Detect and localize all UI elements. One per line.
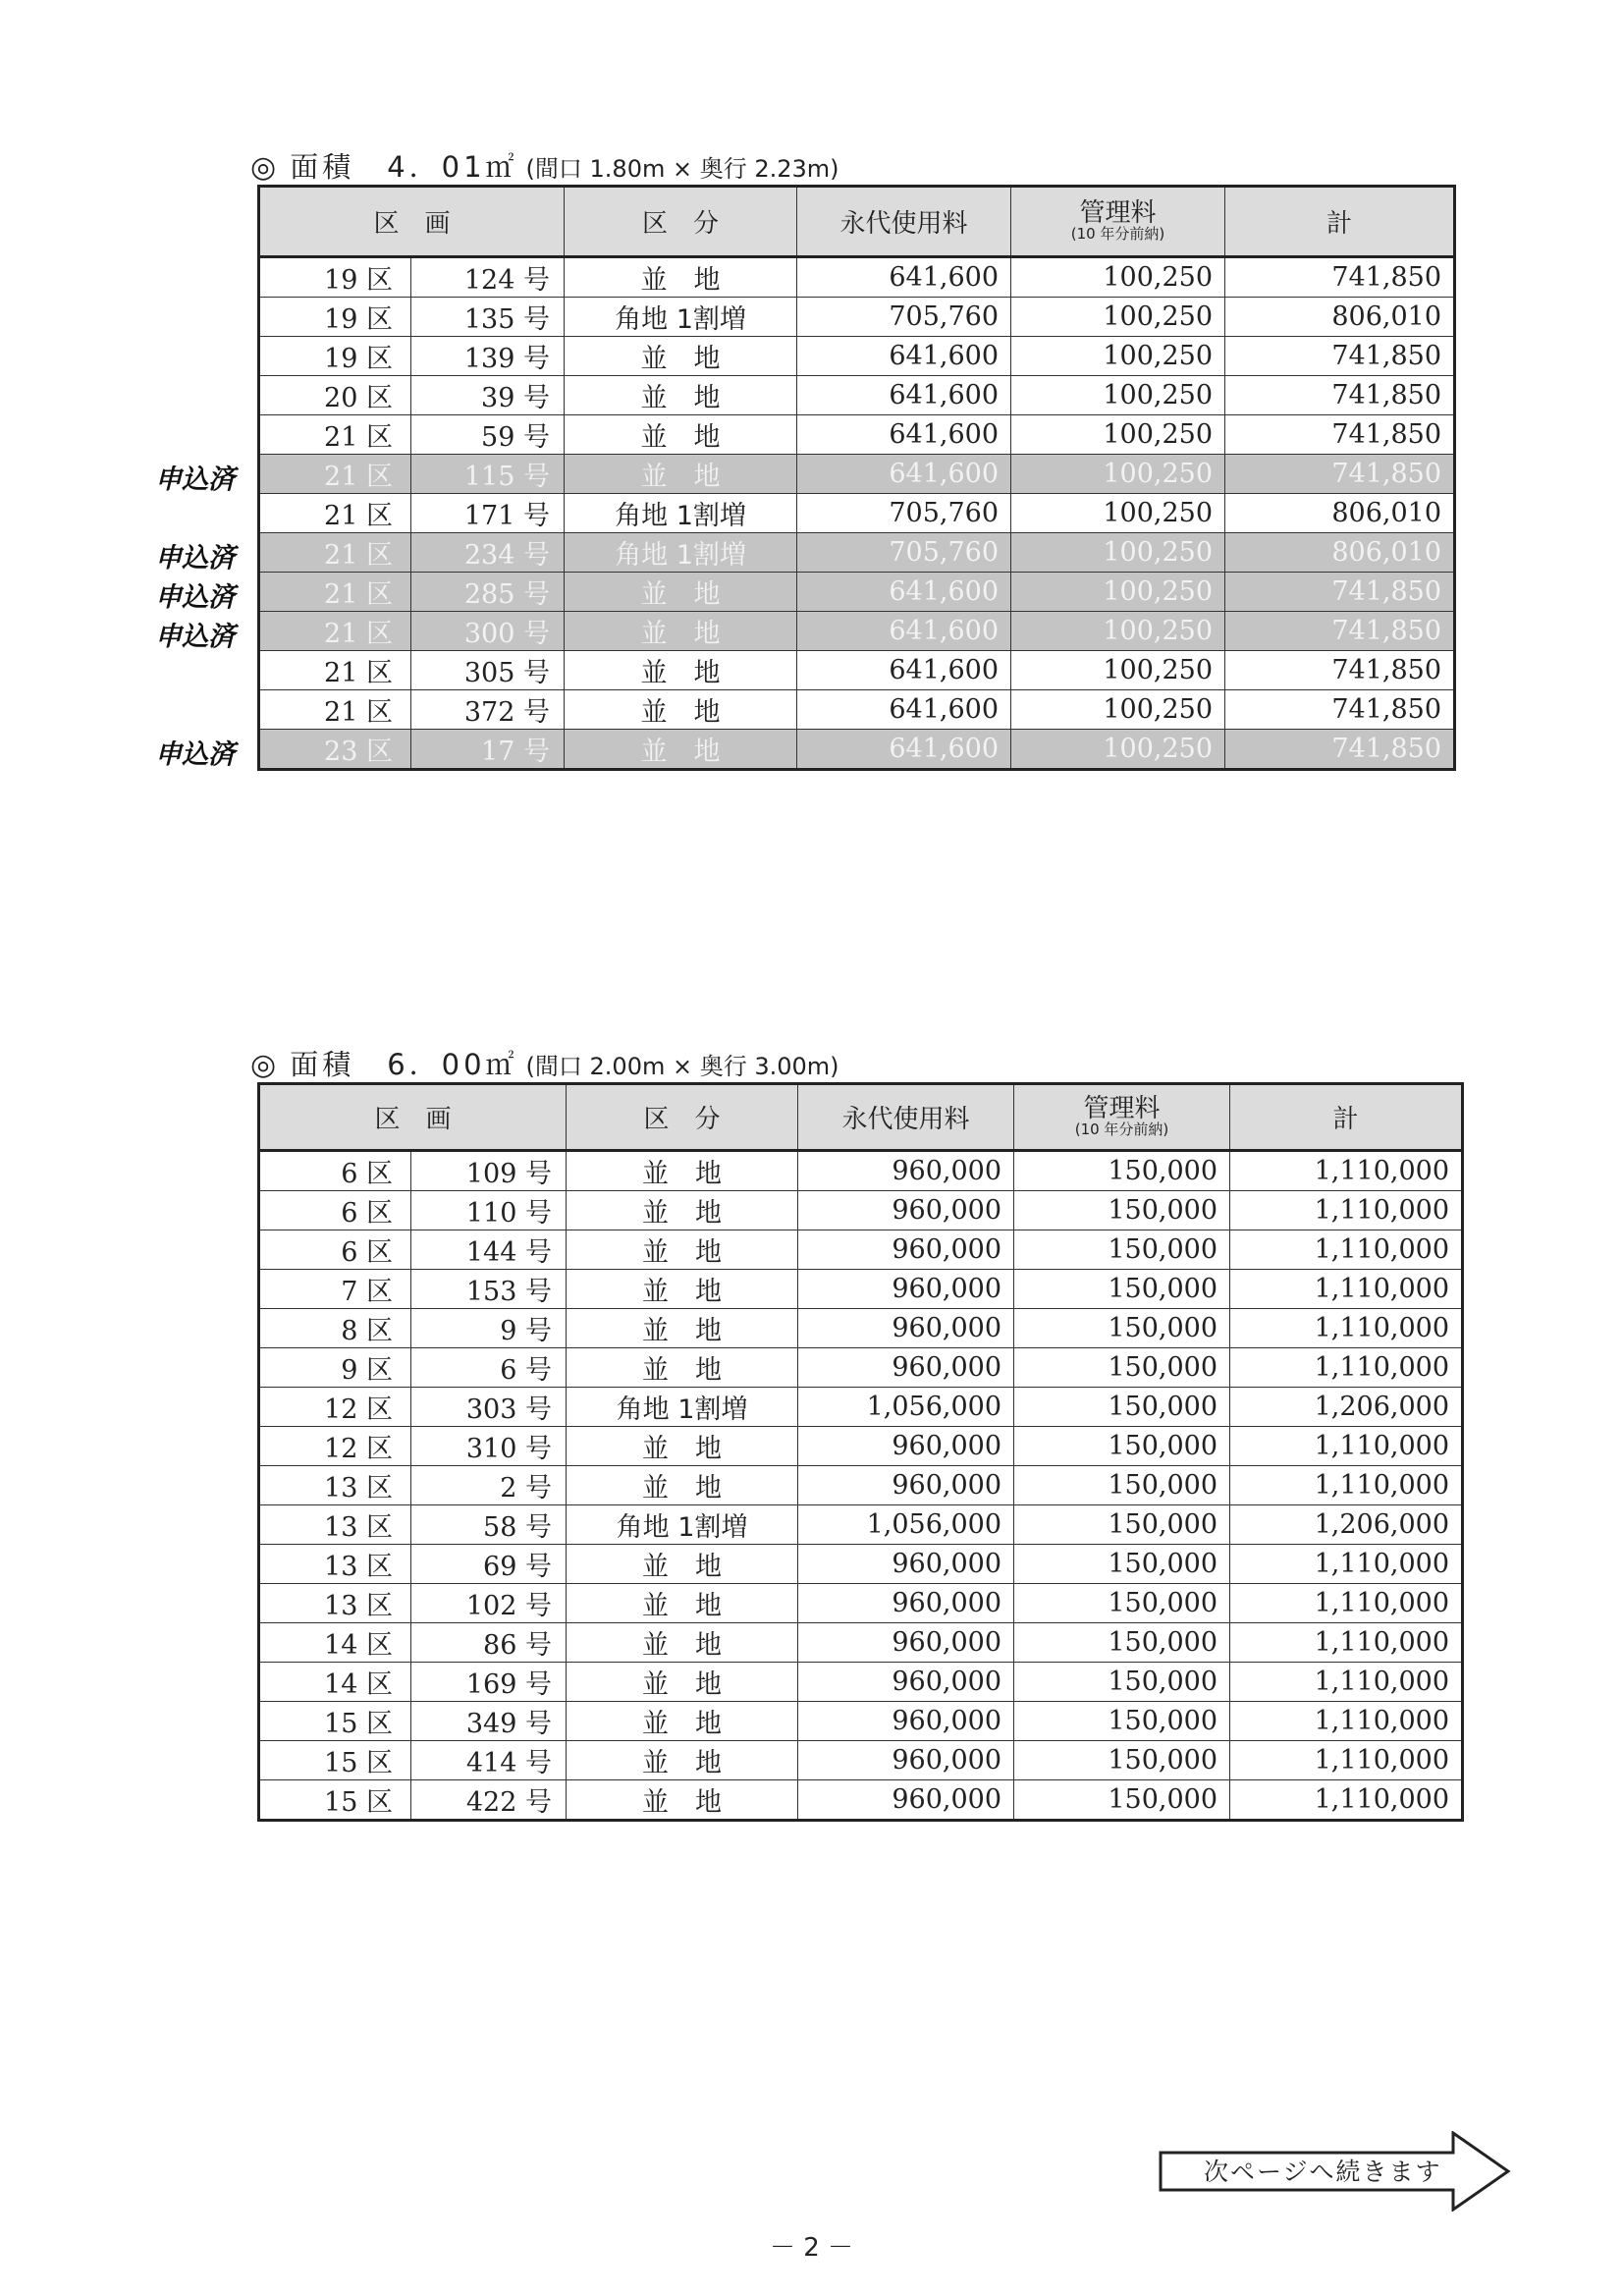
category-cell: 並 地 — [565, 730, 797, 770]
double-circle-icon: ◎ — [250, 150, 277, 185]
category-cell: 並 地 — [565, 376, 797, 415]
applied-mark: 申込済 — [155, 621, 235, 652]
applied-mark: 申込済 — [155, 739, 235, 770]
total-cell: 806,010 — [1225, 298, 1455, 337]
total-cell: 741,850 — [1225, 376, 1455, 415]
plot-number-cell: 58 号 — [411, 1505, 567, 1545]
management-fee-cell: 150,000 — [1014, 1191, 1230, 1230]
district-cell: 12 区 — [259, 1388, 411, 1427]
category-cell: 並 地 — [565, 573, 797, 612]
perpetual-fee-cell: 1,056,000 — [798, 1388, 1014, 1427]
total-cell: 741,850 — [1225, 573, 1455, 612]
table-row — [259, 337, 1455, 376]
management-fee-cell: 150,000 — [1014, 1663, 1230, 1702]
district-cell: 13 区 — [259, 1584, 411, 1623]
district-cell: 21 区 — [259, 415, 411, 455]
double-circle-icon: ◎ — [250, 1048, 277, 1082]
table-row — [259, 1623, 1463, 1663]
header-kanri-sub: (10 年分前納) — [1070, 225, 1165, 244]
plot-number-cell: 69 号 — [411, 1545, 567, 1584]
management-fee-cell: 150,000 — [1014, 1466, 1230, 1505]
plot-number-cell: 139 号 — [411, 337, 565, 376]
total-cell: 1,110,000 — [1230, 1348, 1463, 1388]
category-cell: 角地 1割増 — [565, 494, 797, 533]
district-cell: 8 区 — [259, 1309, 411, 1348]
category-cell: 並 地 — [567, 1780, 798, 1821]
perpetual-fee-cell: 960,000 — [798, 1584, 1014, 1623]
category-cell: 並 地 — [565, 337, 797, 376]
plot-number-cell: 59 号 — [411, 415, 565, 455]
table-row — [259, 1741, 1463, 1780]
management-fee-cell: 100,250 — [1011, 257, 1225, 298]
table-row — [259, 612, 1455, 651]
perpetual-fee-cell: 641,600 — [797, 376, 1011, 415]
perpetual-fee-cell: 641,600 — [797, 690, 1011, 730]
category-cell: 並 地 — [565, 690, 797, 730]
table-row — [259, 533, 1455, 573]
district-cell: 15 区 — [259, 1702, 411, 1741]
district-cell: 21 区 — [259, 573, 411, 612]
perpetual-fee-cell: 960,000 — [798, 1151, 1014, 1191]
management-fee-cell: 100,250 — [1011, 612, 1225, 651]
dimensions-label: (間口 1.80m × 奥行 2.23m) — [525, 155, 839, 183]
district-cell: 6 区 — [259, 1191, 411, 1230]
area-label: 面積 6．00㎡ — [290, 1048, 518, 1081]
table-row — [259, 1663, 1463, 1702]
total-cell: 806,010 — [1225, 533, 1455, 573]
category-cell: 並 地 — [567, 1151, 798, 1191]
management-fee-cell: 100,250 — [1011, 415, 1225, 455]
total-cell: 1,110,000 — [1230, 1151, 1463, 1191]
perpetual-fee-cell: 641,600 — [797, 415, 1011, 455]
district-cell: 19 区 — [259, 298, 411, 337]
section-title-2 — [250, 1043, 839, 1083]
district-cell: 13 区 — [259, 1545, 411, 1584]
category-cell: 並 地 — [567, 1191, 798, 1230]
total-cell: 1,110,000 — [1230, 1780, 1463, 1821]
header-kubun: 区 分 — [567, 1084, 798, 1151]
header-kukaku: 区 画 — [259, 1084, 567, 1151]
management-fee-cell: 150,000 — [1014, 1505, 1230, 1545]
category-cell: 並 地 — [565, 257, 797, 298]
category-cell: 並 地 — [567, 1702, 798, 1741]
district-cell: 15 区 — [259, 1741, 411, 1780]
category-cell: 並 地 — [565, 612, 797, 651]
category-cell: 並 地 — [567, 1230, 798, 1270]
total-cell: 1,206,000 — [1230, 1388, 1463, 1427]
district-cell: 23 区 — [259, 730, 411, 770]
category-cell: 並 地 — [567, 1348, 798, 1388]
category-cell: 並 地 — [567, 1545, 798, 1584]
management-fee-cell: 150,000 — [1014, 1388, 1230, 1427]
total-cell: 1,110,000 — [1230, 1466, 1463, 1505]
perpetual-fee-cell: 705,760 — [797, 494, 1011, 533]
district-cell: 9 区 — [259, 1348, 411, 1388]
total-cell: 1,110,000 — [1230, 1270, 1463, 1309]
management-fee-cell: 100,250 — [1011, 730, 1225, 770]
category-cell: 並 地 — [565, 651, 797, 690]
plot-number-cell: 372 号 — [411, 690, 565, 730]
district-cell: 14 区 — [259, 1663, 411, 1702]
applied-mark: 申込済 — [155, 581, 235, 613]
perpetual-fee-cell: 641,600 — [797, 612, 1011, 651]
table-row — [259, 1545, 1463, 1584]
applied-mark: 申込済 — [155, 464, 235, 495]
perpetual-fee-cell: 960,000 — [798, 1545, 1014, 1584]
header-kei: 計 — [1225, 187, 1455, 257]
plot-number-cell: 124 号 — [411, 257, 565, 298]
management-fee-cell: 100,250 — [1011, 533, 1225, 573]
category-cell: 並 地 — [567, 1270, 798, 1309]
plot-number-cell: 303 号 — [411, 1388, 567, 1427]
perpetual-fee-cell: 641,600 — [797, 573, 1011, 612]
district-cell: 20 区 — [259, 376, 411, 415]
table-row — [259, 1151, 1463, 1191]
page-number: － 2 － — [769, 2233, 854, 2263]
total-cell: 1,110,000 — [1230, 1427, 1463, 1466]
total-cell: 741,850 — [1225, 730, 1455, 770]
table-row — [259, 376, 1455, 415]
table-row — [259, 298, 1455, 337]
plot-number-cell: 169 号 — [411, 1663, 567, 1702]
total-cell: 806,010 — [1225, 494, 1455, 533]
table-row — [259, 1702, 1463, 1741]
district-cell: 6 区 — [259, 1230, 411, 1270]
plot-number-cell: 414 号 — [411, 1741, 567, 1780]
total-cell: 1,110,000 — [1230, 1702, 1463, 1741]
header-kanri-sub: (10 年分前納) — [1074, 1121, 1169, 1139]
plot-table-1 — [257, 185, 1456, 771]
district-cell: 7 区 — [259, 1270, 411, 1309]
table-row — [259, 257, 1455, 298]
perpetual-fee-cell: 641,600 — [797, 651, 1011, 690]
plot-number-cell: 2 号 — [411, 1466, 567, 1505]
management-fee-cell: 150,000 — [1014, 1230, 1230, 1270]
category-cell: 並 地 — [567, 1584, 798, 1623]
plot-number-cell: 17 号 — [411, 730, 565, 770]
total-cell: 1,206,000 — [1230, 1505, 1463, 1545]
perpetual-fee-cell: 960,000 — [798, 1702, 1014, 1741]
table-row — [259, 1270, 1463, 1309]
district-cell: 21 区 — [259, 651, 411, 690]
plot-number-cell: 115 号 — [411, 455, 565, 494]
category-cell: 並 地 — [565, 455, 797, 494]
district-cell: 19 区 — [259, 257, 411, 298]
perpetual-fee-cell: 1,056,000 — [798, 1505, 1014, 1545]
management-fee-cell: 150,000 — [1014, 1427, 1230, 1466]
category-cell: 角地 1割増 — [567, 1388, 798, 1427]
header-kanri — [1011, 187, 1225, 257]
plot-number-cell: 234 号 — [411, 533, 565, 573]
table-row — [259, 1427, 1463, 1466]
table-row — [259, 1584, 1463, 1623]
table-row — [259, 1230, 1463, 1270]
total-cell: 1,110,000 — [1230, 1623, 1463, 1663]
table-row — [259, 1466, 1463, 1505]
district-cell: 19 区 — [259, 337, 411, 376]
perpetual-fee-cell: 960,000 — [798, 1309, 1014, 1348]
table-row — [259, 1348, 1463, 1388]
table-row — [259, 1505, 1463, 1545]
plot-number-cell: 86 号 — [411, 1623, 567, 1663]
total-cell: 741,850 — [1225, 337, 1455, 376]
continue-arrow — [1159, 2131, 1512, 2212]
header-eitai: 永代使用料 — [797, 187, 1011, 257]
total-cell: 741,850 — [1225, 257, 1455, 298]
table-row — [259, 1388, 1463, 1427]
perpetual-fee-cell: 960,000 — [798, 1348, 1014, 1388]
total-cell: 741,850 — [1225, 690, 1455, 730]
management-fee-cell: 150,000 — [1014, 1741, 1230, 1780]
plot-number-cell: 171 号 — [411, 494, 565, 533]
total-cell: 741,850 — [1225, 415, 1455, 455]
category-cell: 角地 1割増 — [567, 1505, 798, 1545]
category-cell: 並 地 — [567, 1741, 798, 1780]
table-row — [259, 1309, 1463, 1348]
plot-number-cell: 305 号 — [411, 651, 565, 690]
management-fee-cell: 100,250 — [1011, 494, 1225, 533]
total-cell: 741,850 — [1225, 612, 1455, 651]
perpetual-fee-cell: 960,000 — [798, 1191, 1014, 1230]
district-cell: 21 区 — [259, 494, 411, 533]
perpetual-fee-cell: 960,000 — [798, 1663, 1014, 1702]
district-cell: 6 区 — [259, 1151, 411, 1191]
category-cell: 並 地 — [567, 1427, 798, 1466]
district-cell: 21 区 — [259, 533, 411, 573]
management-fee-cell: 150,000 — [1014, 1780, 1230, 1821]
table-row — [259, 1191, 1463, 1230]
perpetual-fee-cell: 705,760 — [797, 533, 1011, 573]
management-fee-cell: 100,250 — [1011, 337, 1225, 376]
total-cell: 1,110,000 — [1230, 1741, 1463, 1780]
perpetual-fee-cell: 960,000 — [798, 1623, 1014, 1663]
total-cell: 1,110,000 — [1230, 1230, 1463, 1270]
management-fee-cell: 150,000 — [1014, 1545, 1230, 1584]
plot-number-cell: 285 号 — [411, 573, 565, 612]
management-fee-cell: 150,000 — [1014, 1348, 1230, 1388]
district-cell: 12 区 — [259, 1427, 411, 1466]
district-cell: 15 区 — [259, 1780, 411, 1821]
district-cell: 21 区 — [259, 690, 411, 730]
management-fee-cell: 100,250 — [1011, 651, 1225, 690]
table-row — [259, 651, 1455, 690]
continue-label: 次ページへ続きます — [1204, 2158, 1442, 2186]
area-label: 面積 4．01㎡ — [290, 150, 518, 184]
management-fee-cell: 150,000 — [1014, 1623, 1230, 1663]
perpetual-fee-cell: 960,000 — [798, 1741, 1014, 1780]
plot-number-cell: 422 号 — [411, 1780, 567, 1821]
perpetual-fee-cell: 960,000 — [798, 1466, 1014, 1505]
header-kei: 計 — [1230, 1084, 1463, 1151]
management-fee-cell: 150,000 — [1014, 1702, 1230, 1741]
header-kubun: 区 分 — [565, 187, 797, 257]
category-cell: 並 地 — [567, 1623, 798, 1663]
table-row — [259, 573, 1455, 612]
management-fee-cell: 100,250 — [1011, 690, 1225, 730]
management-fee-cell: 150,000 — [1014, 1270, 1230, 1309]
plot-number-cell: 110 号 — [411, 1191, 567, 1230]
plot-table-2 — [257, 1082, 1464, 1822]
perpetual-fee-cell: 641,600 — [797, 455, 1011, 494]
perpetual-fee-cell: 960,000 — [798, 1780, 1014, 1821]
applied-mark: 申込済 — [155, 542, 235, 574]
header-kanri-label: 管理料 — [1083, 1093, 1161, 1123]
table-row — [259, 494, 1455, 533]
category-cell: 並 地 — [567, 1466, 798, 1505]
district-cell: 21 区 — [259, 455, 411, 494]
table-row — [259, 730, 1455, 770]
perpetual-fee-cell: 705,760 — [797, 298, 1011, 337]
header-eitai: 永代使用料 — [798, 1084, 1014, 1151]
plot-number-cell: 9 号 — [411, 1309, 567, 1348]
perpetual-fee-cell: 641,600 — [797, 257, 1011, 298]
district-cell: 21 区 — [259, 612, 411, 651]
header-kanri — [1014, 1084, 1230, 1151]
perpetual-fee-cell: 960,000 — [798, 1427, 1014, 1466]
category-cell: 並 地 — [565, 415, 797, 455]
category-cell: 角地 1割増 — [565, 298, 797, 337]
total-cell: 1,110,000 — [1230, 1309, 1463, 1348]
management-fee-cell: 100,250 — [1011, 455, 1225, 494]
perpetual-fee-cell: 641,600 — [797, 337, 1011, 376]
plot-number-cell: 102 号 — [411, 1584, 567, 1623]
total-cell: 1,110,000 — [1230, 1191, 1463, 1230]
dimensions-label: (間口 2.00m × 奥行 3.00m) — [525, 1053, 839, 1080]
plot-number-cell: 109 号 — [411, 1151, 567, 1191]
header-kukaku: 区 画 — [259, 187, 565, 257]
total-cell: 1,110,000 — [1230, 1663, 1463, 1702]
total-cell: 741,850 — [1225, 455, 1455, 494]
district-cell: 13 区 — [259, 1466, 411, 1505]
perpetual-fee-cell: 641,600 — [797, 730, 1011, 770]
table-row — [259, 455, 1455, 494]
total-cell: 741,850 — [1225, 651, 1455, 690]
perpetual-fee-cell: 960,000 — [798, 1270, 1014, 1309]
management-fee-cell: 150,000 — [1014, 1584, 1230, 1623]
perpetual-fee-cell: 960,000 — [798, 1230, 1014, 1270]
management-fee-cell: 150,000 — [1014, 1151, 1230, 1191]
total-cell: 1,110,000 — [1230, 1584, 1463, 1623]
table-row — [259, 1780, 1463, 1821]
district-cell: 13 区 — [259, 1505, 411, 1545]
category-cell: 並 地 — [567, 1309, 798, 1348]
plot-number-cell: 153 号 — [411, 1270, 567, 1309]
section-title-1 — [250, 145, 839, 186]
plot-number-cell: 6 号 — [411, 1348, 567, 1388]
plot-number-cell: 135 号 — [411, 298, 565, 337]
plot-number-cell: 39 号 — [411, 376, 565, 415]
table-row — [259, 415, 1455, 455]
district-cell: 14 区 — [259, 1623, 411, 1663]
plot-number-cell: 310 号 — [411, 1427, 567, 1466]
table-header-row — [259, 1084, 1463, 1151]
header-kanri-label: 管理料 — [1079, 197, 1157, 228]
management-fee-cell: 100,250 — [1011, 573, 1225, 612]
plot-number-cell: 144 号 — [411, 1230, 567, 1270]
category-cell: 角地 1割増 — [565, 533, 797, 573]
management-fee-cell: 150,000 — [1014, 1309, 1230, 1348]
table-header-row — [259, 187, 1455, 257]
management-fee-cell: 100,250 — [1011, 376, 1225, 415]
category-cell: 並 地 — [567, 1663, 798, 1702]
management-fee-cell: 100,250 — [1011, 298, 1225, 337]
total-cell: 1,110,000 — [1230, 1545, 1463, 1584]
table-row — [259, 690, 1455, 730]
plot-number-cell: 300 号 — [411, 612, 565, 651]
plot-number-cell: 349 号 — [411, 1702, 567, 1741]
